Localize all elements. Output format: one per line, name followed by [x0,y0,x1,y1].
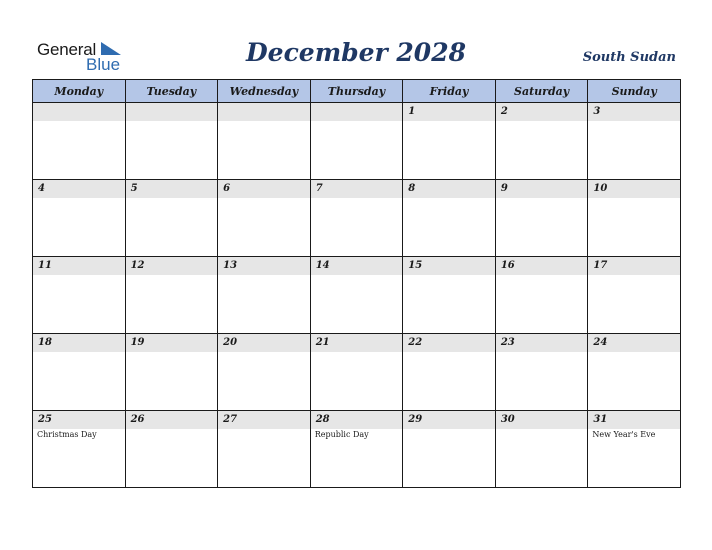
day-number: 3 [593,106,601,117]
day-cell [403,257,496,334]
day-number-bar [496,334,588,352]
day-cell [33,103,126,180]
day-number-bar [126,411,218,429]
day-number: 7 [315,183,323,194]
day-cell [495,257,588,334]
day-number-bar [311,180,403,198]
day-number-bar [311,334,403,352]
day-cell [125,257,218,334]
day-number-bar [218,334,310,352]
day-number-bar [403,103,495,121]
logo-blue-text: Blue [86,55,121,74]
day-cell [588,103,681,180]
day-number: 22 [408,337,423,348]
day-number-bar [496,411,588,429]
day-number-bar [588,103,680,121]
day-number: 1 [408,106,416,117]
day-number-bar [403,180,495,198]
weekday-header-row [33,80,681,103]
day-number: 4 [38,183,45,194]
day-number: 18 [38,337,52,348]
weekday-header: Monday [33,80,126,103]
weekday-header: Thursday [310,80,403,103]
day-number-bar [218,411,310,429]
day-number-bar [126,257,218,275]
day-number: 30 [500,414,515,425]
day-number-bar [588,334,680,352]
day-cell [403,103,496,180]
day-cell [403,411,496,488]
day-cell [218,257,311,334]
week-row [33,411,681,488]
day-cell [310,180,403,257]
day-number: 15 [408,260,423,271]
holiday-label: Republic Day [314,430,369,439]
day-cell [218,103,311,180]
day-number: 6 [223,183,231,194]
day-number: 20 [223,337,238,348]
day-number-bar [496,180,588,198]
week-row [33,334,681,411]
day-cell [33,257,126,334]
day-number-bar [126,334,218,352]
day-number-bar [403,257,495,275]
day-number-bar [311,411,403,429]
day-cell [33,334,126,411]
day-number: 13 [223,260,238,271]
day-cell [218,180,311,257]
day-number-bar [588,411,680,429]
day-cell [588,180,681,257]
day-number: 25 [38,414,52,425]
day-number: 11 [38,260,52,271]
day-number: 2 [500,106,508,117]
day-cell [495,334,588,411]
day-number: 16 [500,260,515,271]
week-row [33,257,681,334]
day-cell [588,411,681,488]
day-cell [495,180,588,257]
logo-general-text: General [37,40,97,59]
day-number: 29 [408,414,423,425]
day-number-bar [218,257,310,275]
day-cell [310,103,403,180]
day-cell [403,334,496,411]
weekday-header: Saturday [495,80,588,103]
day-number: 8 [408,183,416,194]
day-number: 9 [500,183,508,194]
day-number-bar [496,257,588,275]
day-number-bar [126,103,218,121]
day-number: 27 [223,414,238,425]
day-number-bar [311,257,403,275]
day-number-bar [33,103,125,121]
week-row [33,103,681,180]
day-cell [310,411,403,488]
day-cell [125,411,218,488]
holiday-label: New Year's Eve [592,430,656,439]
day-number-bar [126,180,218,198]
week-row [33,180,681,257]
day-cell [218,411,311,488]
weekday-header: Tuesday [125,80,218,103]
day-number-bar [403,334,495,352]
day-number: 5 [130,183,138,194]
day-number-bar [218,103,310,121]
weekday-header: Wednesday [218,80,311,103]
day-number-bar [33,411,125,429]
country-label: South Sudan [582,50,676,65]
day-cell [33,411,126,488]
calendar-title: December 2028 [245,38,466,67]
day-number-bar [588,180,680,198]
day-cell [403,180,496,257]
day-number-bar [33,180,125,198]
day-number: 14 [315,260,330,271]
day-number-bar [33,257,125,275]
day-number-bar [588,257,680,275]
day-number-bar [218,180,310,198]
day-number: 31 [593,414,608,425]
day-number: 21 [315,337,330,348]
day-number: 23 [500,337,515,348]
day-cell [495,103,588,180]
day-cell [588,257,681,334]
day-cell [125,180,218,257]
day-cell [495,411,588,488]
day-cell [33,180,126,257]
day-number: 28 [315,414,330,425]
day-number-bar [311,103,403,121]
day-number: 19 [130,337,145,348]
day-cell [125,334,218,411]
day-cell [588,334,681,411]
weekday-header: Friday [403,80,496,103]
day-number: 10 [593,183,608,194]
weekday-header: Sunday [588,80,681,103]
day-number-bar [33,334,125,352]
day-cell [310,257,403,334]
day-number: 24 [593,337,608,348]
day-cell [218,334,311,411]
day-number: 12 [130,260,145,271]
day-cell [125,103,218,180]
day-number: 26 [130,414,145,425]
day-cell [310,334,403,411]
day-number-bar [496,103,588,121]
holiday-label: Christmas Day [37,430,97,439]
calendar-grid [32,79,681,488]
day-number: 17 [593,260,608,271]
day-number-bar [403,411,495,429]
